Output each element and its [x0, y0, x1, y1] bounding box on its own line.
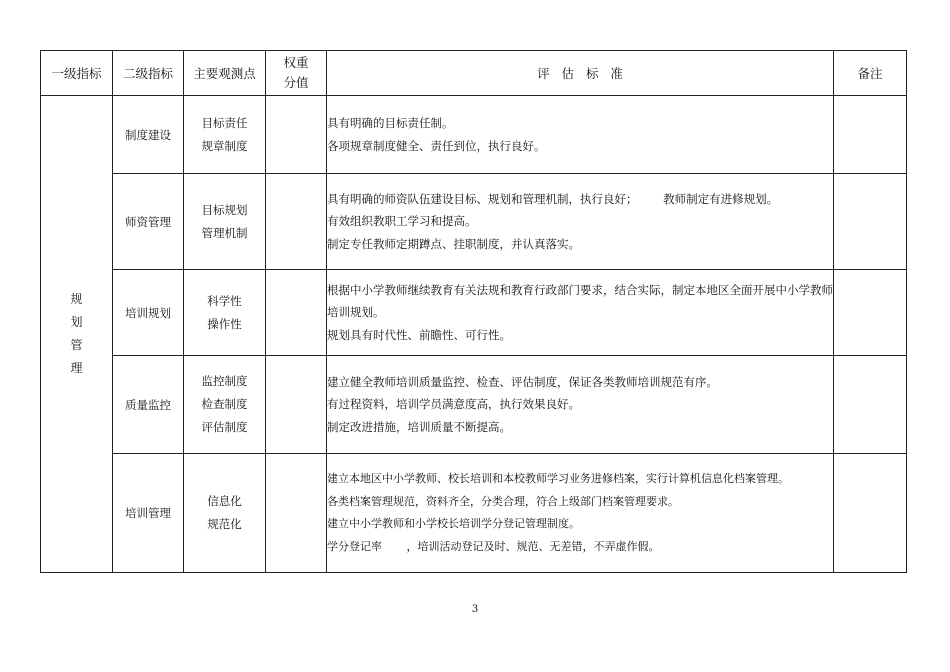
remarks-cell [834, 356, 907, 454]
header-weight-line2: 分值 [283, 75, 309, 90]
header-standard [327, 51, 834, 96]
table-row [41, 96, 907, 174]
weight-cell [266, 356, 327, 454]
header-remarks: 备注 [834, 51, 907, 96]
remarks-cell [834, 454, 907, 573]
standard-cell: 根据中小学教师继续教育有关法规和教育行政部门要求，结合实际，制定本地区全面开展中小学教师培训规划。 规划具有时代性、前瞻性、可行性。 [327, 270, 834, 356]
remarks-cell [834, 270, 907, 356]
level2-cell: 质量监控 [113, 356, 184, 454]
header-level2: 二级指标 [113, 51, 184, 96]
table-row [41, 454, 907, 573]
weight-cell [266, 174, 327, 270]
header-row [41, 51, 907, 96]
observation-cell: 目标责任 规章制度 [184, 96, 266, 174]
remarks-cell [834, 96, 907, 174]
standard-cell: 具有明确的师资队伍建设目标、规划和管理机制，执行良好； 教师制定有进修规划。 有效组织教职工学习和提高。 制定专任教师定期蹲点、挂职制度，并认真落实。 [327, 174, 834, 270]
observation-cell: 监控制度 检查制度 评估制度 [184, 356, 266, 454]
observation-cell: 目标规划 管理机制 [184, 174, 266, 270]
standard-cell: 建立健全教师培训质量监控、检查、评估制度，保证各类教师培训规范有序。 有过程资料，培训学员满意度高，执行效果良好。 制定改进措施，培训质量不断提高。 [327, 356, 834, 454]
level2-cell: 培训管理 [113, 454, 184, 573]
header-level1: 一级指标 [41, 51, 113, 96]
header-weight-line1: 权重 [283, 55, 309, 70]
header-observation: 主要观测点 [184, 51, 266, 96]
level1-label: 规 划 管 理 [70, 292, 83, 375]
level2-cell: 师资管理 [113, 174, 184, 270]
weight-cell [266, 454, 327, 573]
level2-cell: 制度建设 [113, 96, 184, 174]
page-number: 3 [471, 604, 479, 615]
level2-cell: 培训规划 [113, 270, 184, 356]
table-row [41, 270, 907, 356]
observation-cell: 科学性 操作性 [184, 270, 266, 356]
weight-cell [266, 96, 327, 174]
weight-cell [266, 270, 327, 356]
table-row [41, 356, 907, 454]
observation-cell: 信息化 规范化 [184, 454, 266, 573]
header-weight [266, 51, 327, 96]
table-row [41, 174, 907, 270]
header-standard-text: 评 估 标 准 [537, 66, 623, 81]
remarks-cell [834, 174, 907, 270]
standard-cell: 具有明确的目标责任制。 各项规章制度健全、责任到位，执行良好。 [327, 96, 834, 174]
level1-cell [41, 96, 113, 573]
evaluation-table [40, 50, 907, 573]
standard-cell: 建立本地区中小学教师、校长培训和本校教师学习业务进修档案，实行计算机信息化档案管理。 各类档案管理规范，资料齐全，分类合理，符合上级部门档案管理要求。 建立中小学教师和小学校长培训学分登记管理制度。 学分登记率 ，培训活动登记及时、规范、无差错，不弄虚作假。 [327, 454, 834, 573]
